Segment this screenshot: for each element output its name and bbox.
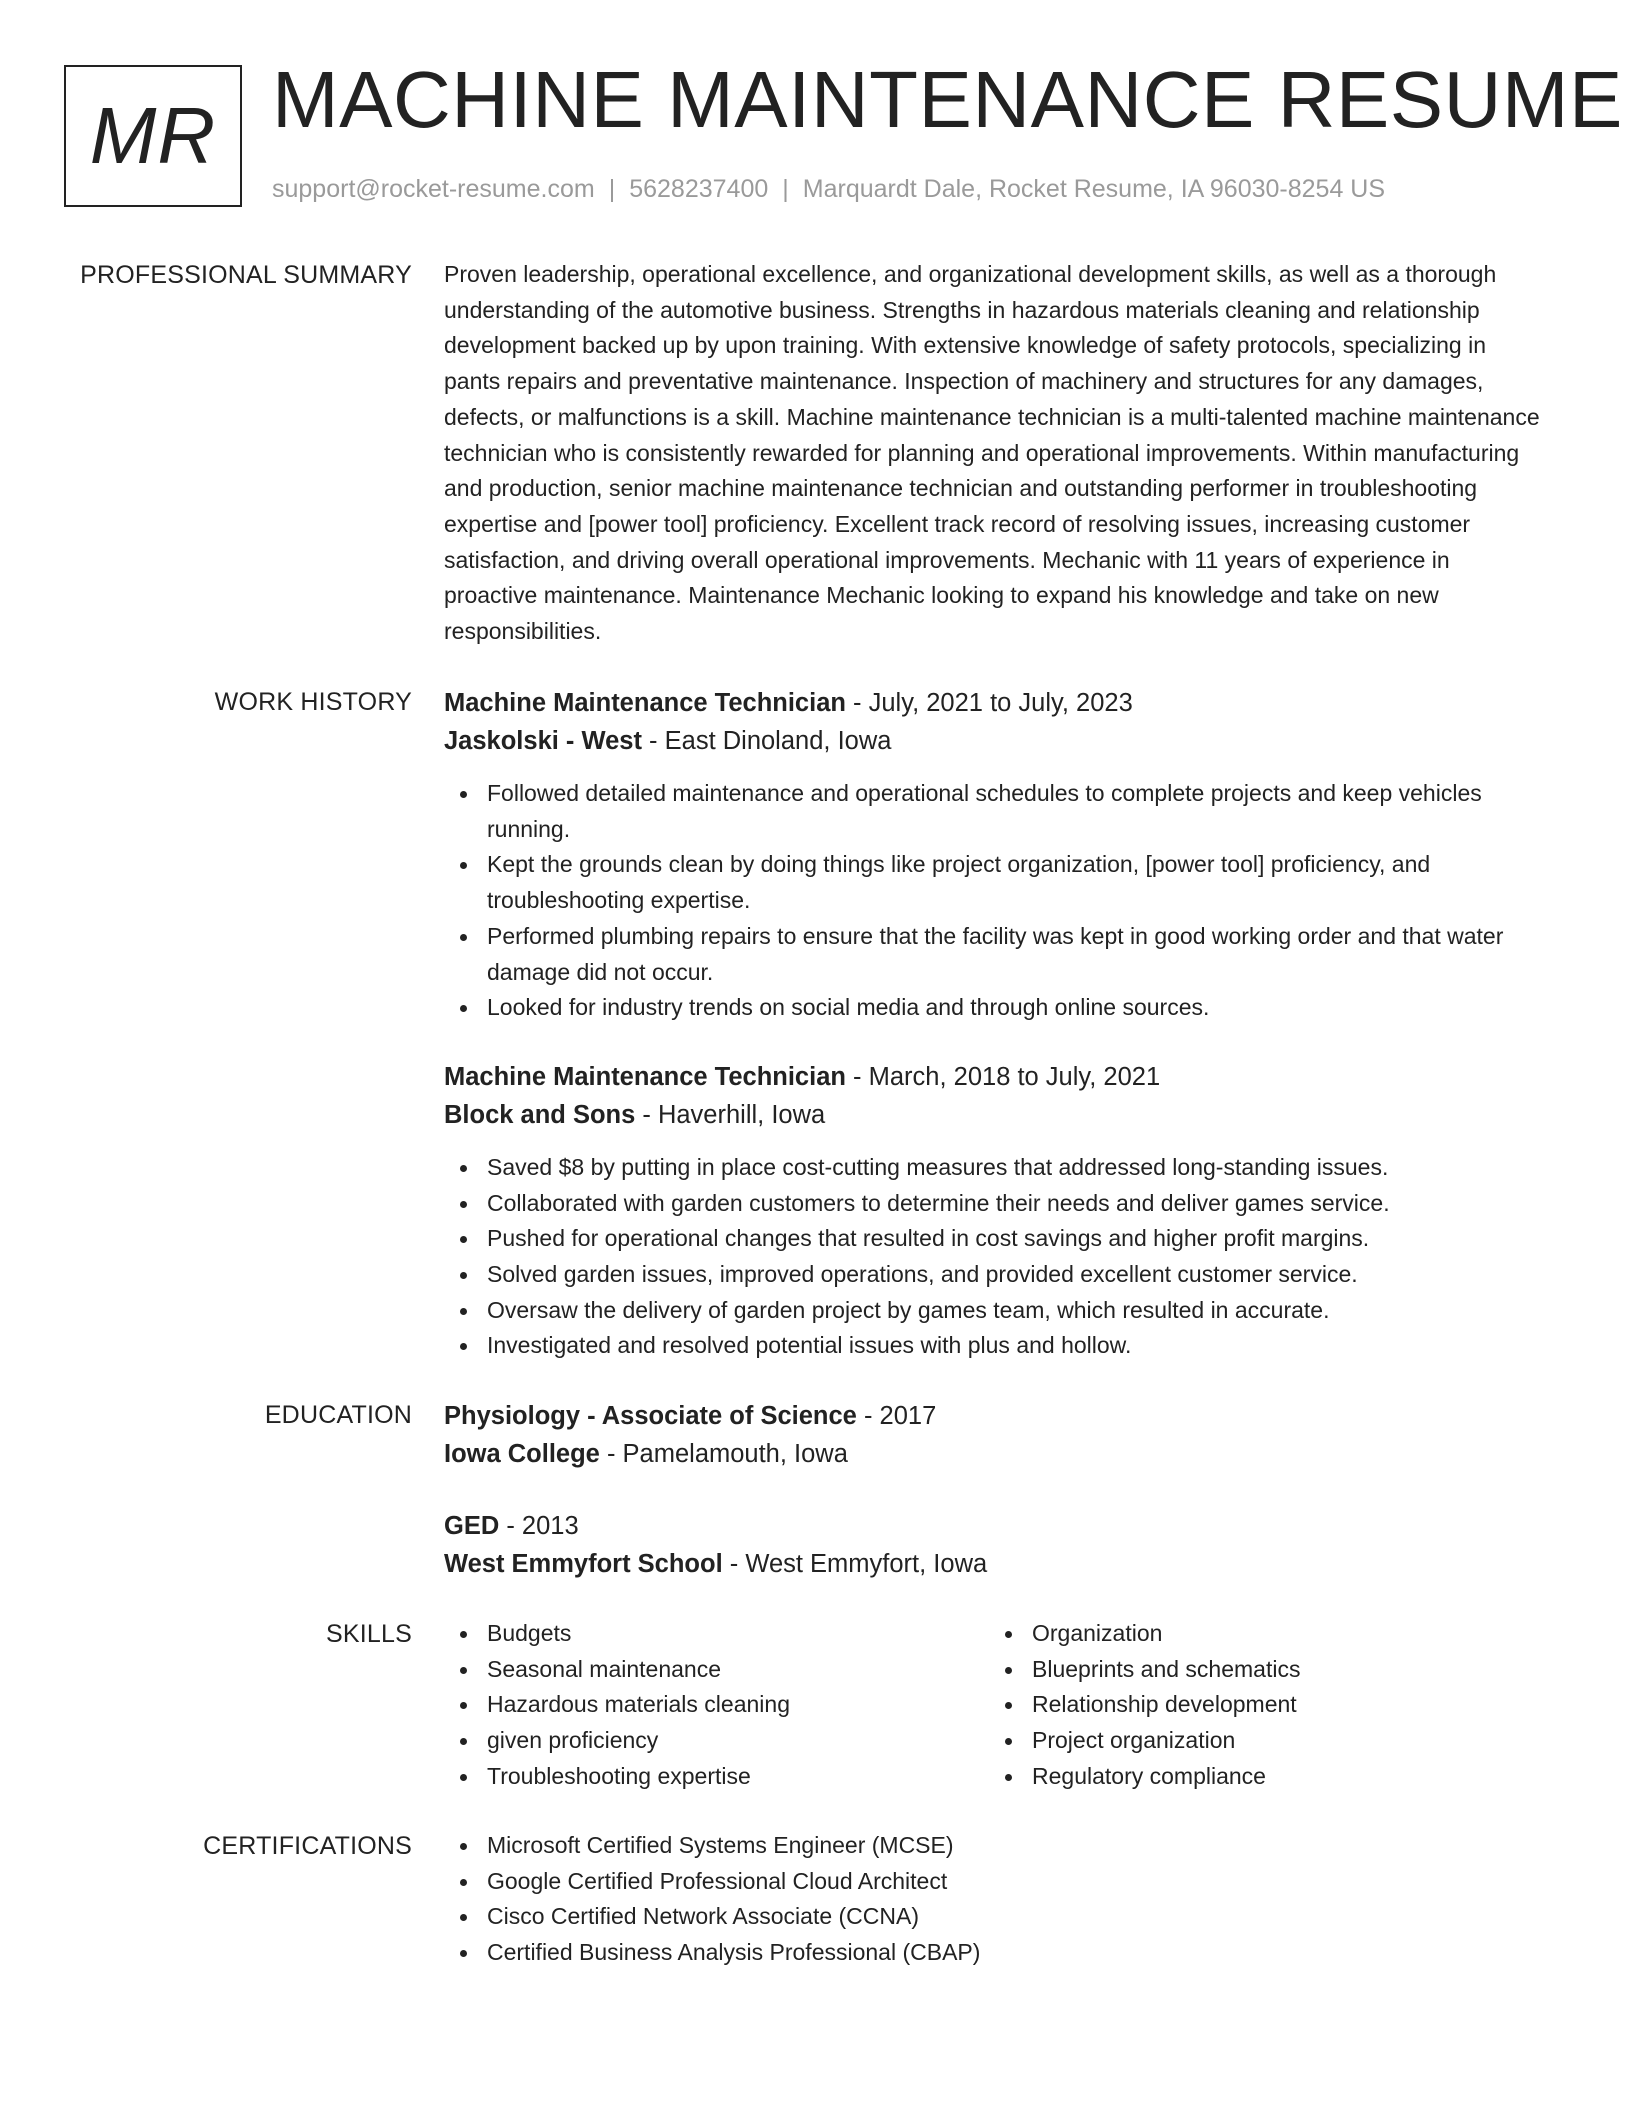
skill-item: Organization bbox=[989, 1616, 1534, 1652]
certification-item: Google Certified Professional Cloud Architect bbox=[444, 1864, 1544, 1900]
monogram-logo: MR bbox=[64, 65, 242, 207]
list-item: Performed plumbing repairs to ensure that the facility was kept in good working order and that water damage did not occur. bbox=[444, 919, 1544, 990]
work-list bbox=[444, 684, 1544, 1364]
certifications-bullets bbox=[444, 1828, 1544, 1971]
job-company: Block and Sons bbox=[444, 1100, 636, 1129]
job-company: Jaskolski - West bbox=[444, 727, 642, 755]
contact-address: Marquardt Dale, Rocket Resume, IA 96030-8254 US bbox=[802, 175, 1386, 203]
skill-item: Blueprints and schematics bbox=[989, 1652, 1534, 1688]
job-entry bbox=[444, 684, 1544, 1026]
resume-title: MACHINE MAINTENANCE RESUME bbox=[272, 55, 1623, 144]
education-school-line bbox=[444, 1545, 1544, 1583]
list-item: Kept the grounds clean by doing things like project organization, [power tool] proficiency, and troubleshooting expertise. bbox=[444, 847, 1544, 918]
education-year: - 2013 bbox=[499, 1512, 579, 1540]
section-label-skills: SKILLS bbox=[326, 1620, 412, 1648]
job-bullets bbox=[444, 776, 1544, 1026]
skill-item: Hazardous materials cleaning bbox=[444, 1687, 989, 1723]
education-location: - Pamelamouth, Iowa bbox=[599, 1440, 848, 1468]
contact-line bbox=[272, 174, 1385, 204]
list-item: Oversaw the delivery of garden project by games team, which resulted in accurate. bbox=[444, 1293, 1544, 1329]
certifications-list bbox=[444, 1828, 1544, 1971]
contact-separator: | bbox=[608, 175, 616, 203]
job-dates: - March, 2018 to July, 2021 bbox=[845, 1062, 1161, 1091]
skills-list bbox=[444, 1616, 1544, 1795]
contact-separator: | bbox=[782, 175, 789, 203]
list-item: Investigated and resolved potential issues with plus and hollow. bbox=[444, 1328, 1544, 1364]
skills-column-right bbox=[989, 1616, 1534, 1795]
section-label-summary: PROFESSIONAL SUMMARY bbox=[80, 261, 412, 289]
education-year: - 2017 bbox=[856, 1402, 937, 1430]
skill-item: Project organization bbox=[989, 1723, 1534, 1759]
skill-item: given proficiency bbox=[444, 1723, 989, 1759]
skill-item: Relationship development bbox=[989, 1687, 1534, 1723]
certification-item: Certified Business Analysis Professional (CBAP) bbox=[444, 1935, 1544, 1971]
education-degree-line bbox=[444, 1507, 1544, 1545]
education-degree: GED bbox=[444, 1512, 500, 1540]
skill-item: Regulatory compliance bbox=[989, 1759, 1534, 1795]
skill-item: Troubleshooting expertise bbox=[444, 1759, 989, 1795]
education-degree-line bbox=[444, 1397, 1544, 1435]
job-dates: - July, 2021 to July, 2023 bbox=[845, 689, 1133, 717]
education-entry bbox=[444, 1397, 1544, 1473]
job-entry bbox=[444, 1058, 1544, 1364]
job-bullets bbox=[444, 1150, 1544, 1364]
job-location: - East Dinoland, Iowa bbox=[641, 727, 892, 755]
contact-phone: 5628237400 bbox=[629, 175, 769, 203]
job-title: Machine Maintenance Technician bbox=[444, 689, 846, 717]
job-location: - Haverhill, Iowa bbox=[635, 1100, 826, 1129]
job-title-line bbox=[444, 1058, 1544, 1096]
section-label-work: WORK HISTORY bbox=[214, 688, 412, 716]
skills-column-left bbox=[444, 1616, 989, 1795]
skill-item: Budgets bbox=[444, 1616, 989, 1652]
list-item: Pushed for operational changes that resulted in cost savings and higher profit margins. bbox=[444, 1221, 1544, 1257]
summary-text: Proven leadership, operational excellence, and organizational development skills, as well as a thorough understanding of the automotive business. Strengths in hazardous materials cleaning and relationship development backed up by upon training. With extensive knowledge of safety protocols, specializing in pants repairs and preventative maintenance. Inspection of machinery and structures for any damages, defects, or malfunctions is a skill. Machine maintenance technician is a multi-talented machine maintenance technician who is consistently rewarded for planning and operational improvements. Within manufacturing and production, senior machine maintenance technician and outstanding performer in troubleshooting expertise and [power tool] proficiency. Excellent track record of resolving issues, increasing customer satisfaction, and driving overall operational improvements. Mechanic with 11 years of experience in proactive maintenance. Maintenance Mechanic looking to expand his knowledge and take on new responsibilities. bbox=[444, 261, 1540, 645]
certification-item: Cisco Certified Network Associate (CCNA) bbox=[444, 1899, 1544, 1935]
education-entry bbox=[444, 1507, 1544, 1583]
section-label-certifications: CERTIFICATIONS bbox=[203, 1832, 412, 1860]
list-item: Followed detailed maintenance and operational schedules to complete projects and keep vehicles running. bbox=[444, 776, 1544, 847]
education-degree: Physiology - Associate of Science bbox=[444, 1402, 857, 1430]
list-item: Solved garden issues, improved operations, and provided excellent customer service. bbox=[444, 1257, 1544, 1293]
section-label-education: EDUCATION bbox=[264, 1401, 412, 1429]
education-school-line bbox=[444, 1435, 1544, 1473]
education-list bbox=[444, 1397, 1544, 1583]
list-item: Collaborated with garden customers to determine their needs and deliver games service. bbox=[444, 1186, 1544, 1222]
job-company-line bbox=[444, 1096, 1544, 1134]
job-title-line bbox=[444, 684, 1544, 722]
list-item: Saved $8 by putting in place cost-cutting measures that addressed long-standing issues. bbox=[444, 1150, 1544, 1186]
job-title: Machine Maintenance Technician bbox=[444, 1062, 846, 1091]
list-item: Looked for industry trends on social media and through online sources. bbox=[444, 990, 1544, 1026]
education-location: - West Emmyfort, Iowa bbox=[722, 1550, 988, 1578]
certification-item: Microsoft Certified Systems Engineer (MCSE) bbox=[444, 1828, 1544, 1864]
education-school: West Emmyfort School bbox=[444, 1550, 723, 1578]
skill-item: Seasonal maintenance bbox=[444, 1652, 989, 1688]
job-company-line bbox=[444, 722, 1544, 760]
contact-email: support@rocket-resume.com bbox=[272, 175, 595, 203]
education-school: Iowa College bbox=[444, 1440, 600, 1468]
